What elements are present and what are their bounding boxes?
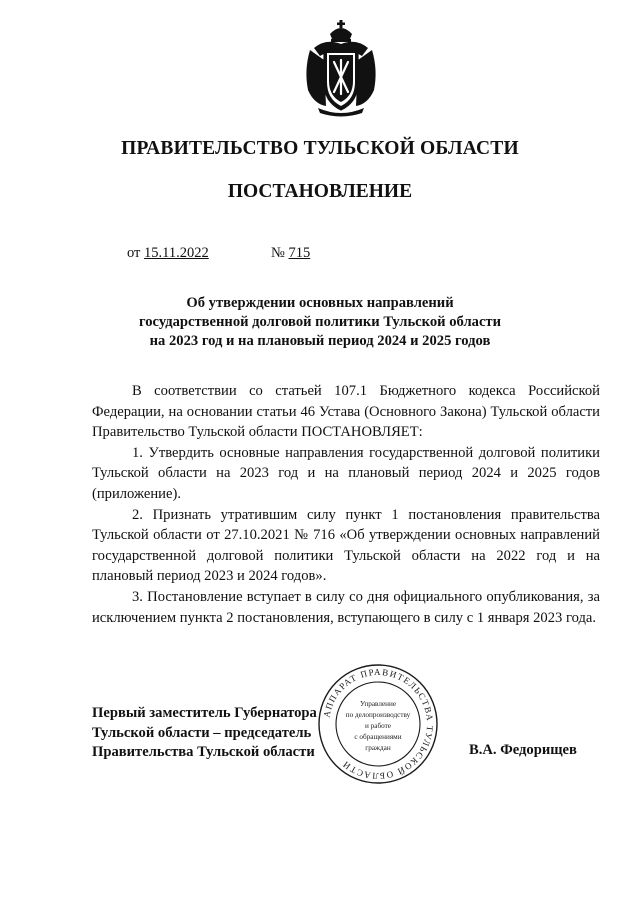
position-line: Тульской области – председатель [92, 724, 312, 741]
position-line: Первый заместитель Губернатора [92, 705, 317, 721]
stamp-inner-line: по делопроизводству [345, 711, 411, 719]
stamp-inner-line: с обращениями [354, 733, 402, 741]
stamp-ring-text: АППАРАТ ПРАВИТЕЛЬСТВА ТУЛЬСКОЙ ОБЛАСТИ [321, 666, 436, 782]
preamble-paragraph: В соответствии со статьей 107.1 Бюджетного кодекса Российской Федерации, на основании статьи 46 Устава (Основного Закона) Тульской области Правительство Тульской области ПОСТАНОВЛЯЕТ: [92, 383, 600, 441]
position-line: Правительства Тульской области [92, 744, 315, 760]
official-seal-stamp [316, 662, 440, 786]
document-subject [60, 294, 580, 351]
stamp-inner-line: граждан [365, 744, 391, 752]
government-title: ПРАВИТЕЛЬСТВО ТУЛЬСКОЙ ОБЛАСТИ [121, 138, 519, 159]
subject-line: на 2023 год и на плановый период 2024 и 2025 годов [149, 333, 491, 349]
subject-line: государственной долговой политики Тульской области [138, 314, 501, 330]
signatory-name: В.А. Федорищев [469, 742, 577, 758]
subject-line: Об утверждении основных направлений [186, 295, 454, 311]
clause-paragraph: 1. Утвердить основные направления государственной долговой политики Тульской области на 2023 год и на плановый период 2024 и 2025 годов (приложение). [92, 444, 600, 502]
document-number: 715 [288, 245, 311, 261]
document-type-title: ПОСТАНОВЛЕНИЕ [227, 181, 413, 202]
document-date-field [127, 245, 209, 262]
document-body [92, 381, 600, 628]
date-prefix: от [127, 245, 141, 261]
clause-paragraph: 2. Признать утратившим силу пункт 1 постановления правительства Тульской области от 27.10.2021 № 716 «Об утверждении основных направлений государственной долговой политики Тульской области на 2022 год и на плановый период 2023 и 2024 годов». [92, 506, 600, 585]
stamp-inner-line: Управление [359, 700, 397, 708]
number-prefix: № [271, 245, 285, 261]
document-date: 15.11.2022 [144, 245, 209, 261]
tula-region-coat-of-arms-icon [300, 20, 382, 118]
document-number-field [271, 245, 310, 262]
stamp-inner-line: и работе [365, 722, 391, 730]
signatory-position [92, 704, 317, 763]
clause-paragraph: 3. Постановление вступает в силу со дня официального опубликования, за исключением пункта 2 постановления, вступающего в силу с 1 января 2023 года. [92, 588, 600, 626]
